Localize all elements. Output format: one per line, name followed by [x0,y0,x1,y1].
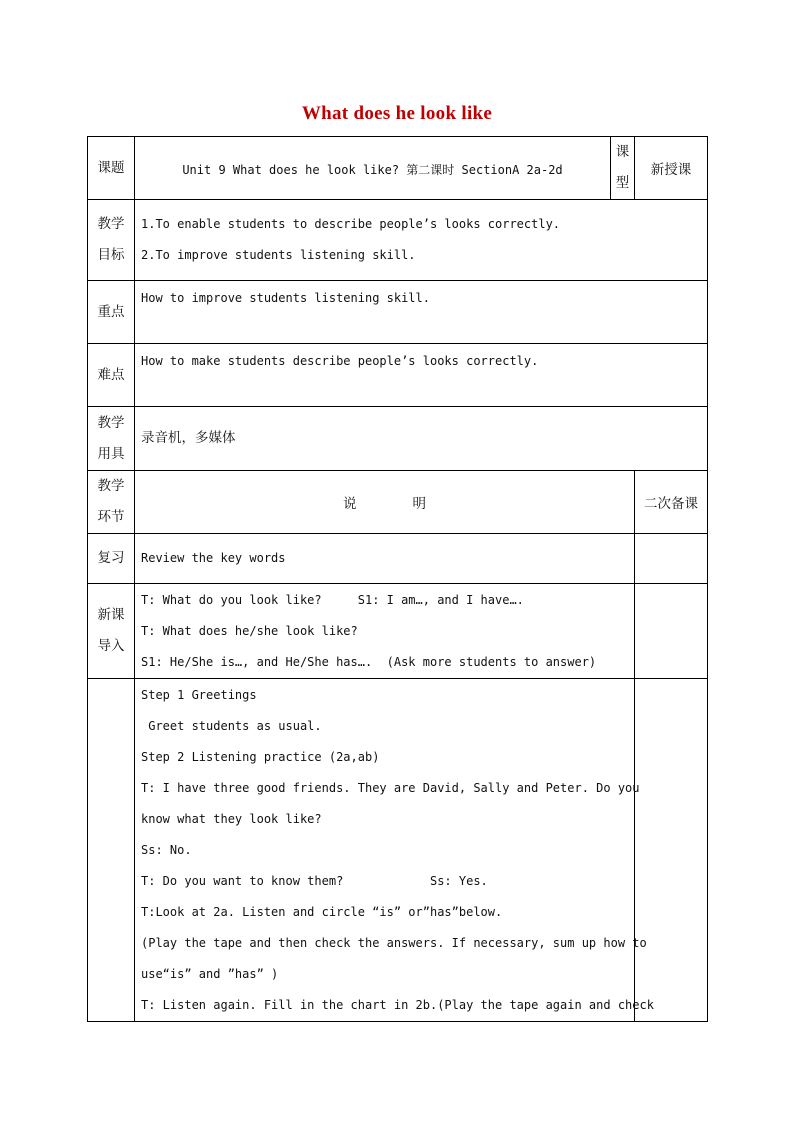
objectives-label [88,200,135,281]
key-point-text: How to improve students listening skill. [141,291,430,305]
procedure-line: T: I have three good friends. They are David, Sally and Peter. Do you [141,781,640,795]
procedure-cell [135,679,654,1022]
intro-cell [135,584,635,679]
procedure-line: T: Listen again. Fill in the chart in 2b.(Play the tape again and check [141,998,654,1012]
aids-cell [135,407,708,471]
aids-label-top: 教学 [97,414,125,431]
section-label-top: 教学 [97,478,125,494]
review-row [88,534,708,584]
procedure-line: Step 2 Listening practice (2a,ab) [141,750,380,764]
procedure-line: use“is” and ”has” ) [141,967,279,981]
procedure-row [88,679,708,1022]
procedure-line: T: Do you want to know them? Ss: Yes. [141,874,488,888]
description-header-left: 说 [343,496,357,512]
aids-row [88,407,708,471]
procedure-line: Ss: No. [141,843,192,857]
procedure-line: know what they look like? [141,812,322,826]
review-label: 复习 [88,534,135,584]
procedure-notes-cell [635,679,708,1022]
objectives-label-bottom: 目标 [97,247,125,263]
intro-label-top: 新课 [97,607,125,623]
intro-label-bottom: 导入 [97,638,125,654]
review-cell [135,534,635,584]
aids-label [88,407,135,471]
procedure-line: Step 1 Greetings [141,688,257,702]
objective-line: 1.To enable students to describe people’s looks correctly. [141,217,561,231]
intro-row [88,584,708,679]
objectives-row [88,200,708,281]
review-notes-cell [635,534,708,584]
intro-notes-cell [635,584,708,679]
topic-cell [135,137,611,200]
key-point-cell [135,281,708,344]
key-point-label: 重点 [88,281,135,344]
procedure-line: (Play the tape and then check the answers. If necessary, sum up how to [141,936,647,950]
objectives-label-top: 教学 [97,216,125,232]
description-header-right: 明 [412,496,426,512]
procedure-line: T:Look at 2a. Listen and circle “is” or”has”below. [141,905,503,919]
lesson-plan-table [87,136,708,1022]
topic-label: 课题 [88,137,135,200]
intro-label [88,584,135,679]
notes-header: 二次备课 [635,471,708,534]
description-header [135,471,635,534]
type-label-top: 课 [615,144,630,160]
section-label-bottom: 环节 [97,509,125,525]
objectives-cell [135,200,708,281]
procedure-label-cell [88,679,135,1022]
type-value: 新授课 [635,137,708,200]
difficulty-text: How to make students describe people’s looks correctly. [141,354,539,368]
section-label [88,471,135,534]
intro-line: T: What does he/she look like? [141,623,358,638]
document-title: What does he look like [301,103,493,124]
type-label-bottom: 型 [615,175,630,191]
topic-row [88,137,708,200]
section-head-row [88,471,708,534]
review-text: Review the key words [141,551,286,565]
intro-line: T: What do you look like? S1: I am…, and I have…. [141,592,524,607]
difficulty-row [88,344,708,407]
difficulty-label: 难点 [88,344,135,407]
intro-line: S1: He/She is…, and He/She has…. (Ask more students to answer) [141,654,597,669]
type-label [611,137,635,200]
aids-label-bottom: 用具 [97,445,125,462]
procedure-line: Greet students as usual. [141,719,322,733]
topic-text: Unit 9 What does he look like? 第二课时 SectionA 2a-2d [182,162,563,177]
key-point-row [88,281,708,344]
difficulty-cell [135,344,708,407]
objective-line: 2.To improve students listening skill. [141,248,416,262]
aids-text: 录音机，多媒体 [141,430,236,446]
